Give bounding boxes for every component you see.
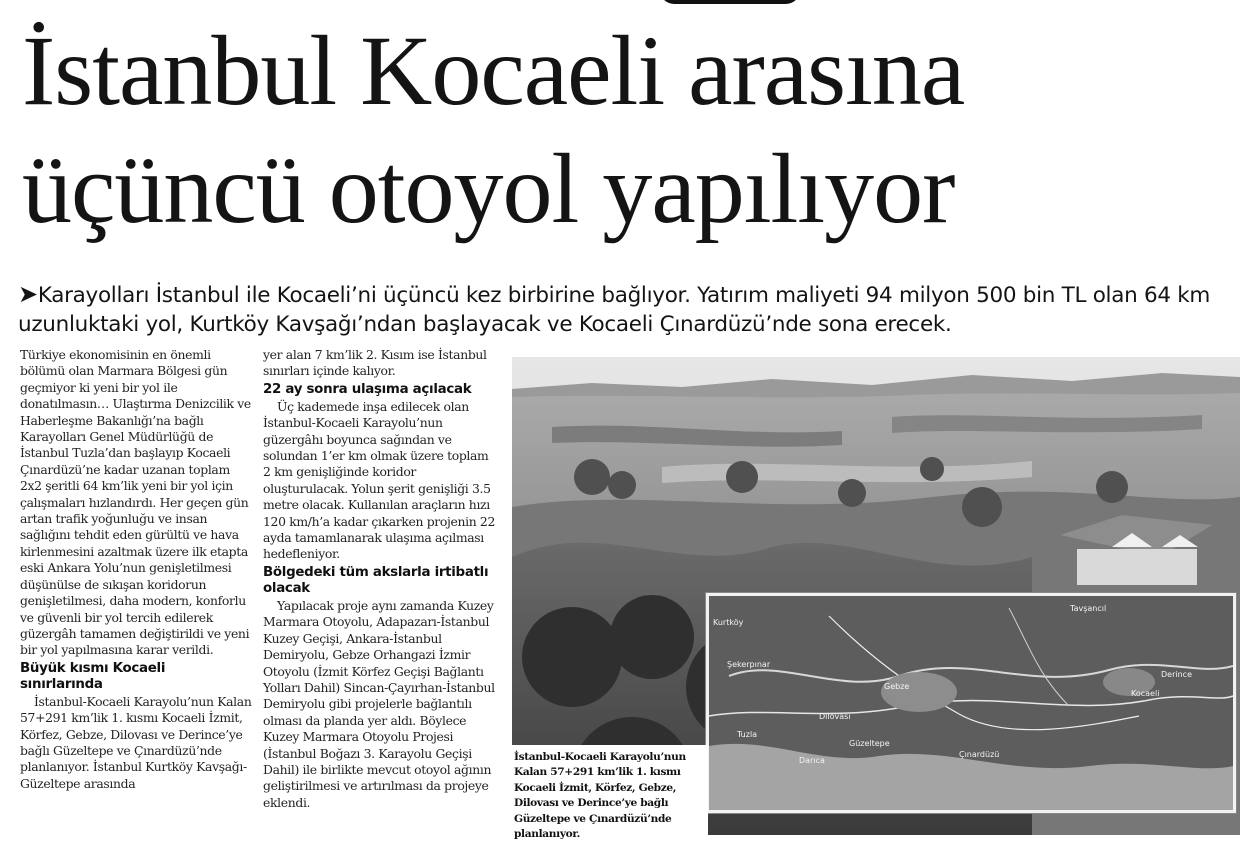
map-label: Tuzla: [737, 730, 758, 739]
subheading: Büyük kısmı Kocaeli sınırlarında: [20, 660, 166, 692]
article-paragraph: Yapılacak proje aynı zamanda Kuzey Marmara Otoyolu, Adapazarı-İstanbul Kuzey Geçişi, Ankara-İstanbul Demiryolu, Gebze Orhangazi İzmir Otoyolu (İzmit Körfez Geçişi Bağlantı Yolları Dahil) Sincan-Çayırhan-İstanbul Demiryolu gibi projelerle bağlantılı olması da planda yer aldı. Böylece Kuzey Marmara Otoyolu Projesi (İstanbul Boğazı 3. Karayolu Geçişi Dahil) ile birlikte mevcut otoyol ağının geliştirilmesi ve artırılması da projeye eklendi.: [263, 597, 495, 810]
lead-text: Karayolları İstanbul ile Kocaeli’ni üçüncü kez birbirine bağlıyor. Yatırım maliyeti 94 milyon 500 bin TL olan 64 km uzunluktaki yol, Kurtköy Kavşağı’ndan başlayacak ve Kocaeli Çınardüzü’nde sona erecek.: [18, 283, 1211, 337]
map-label: Şekerpınar: [727, 660, 771, 669]
lead-paragraph: [18, 280, 1248, 339]
map-label: Güzeltepe: [849, 739, 890, 748]
headline-line-2: üçüncü otoyol yapılıyor: [22, 133, 955, 244]
map-label: Çınardüzü: [959, 750, 1000, 759]
headline: [22, 12, 1247, 248]
map-label: Derince: [1161, 670, 1192, 679]
map-label: Tavşancıl: [1070, 604, 1107, 613]
top-edge-ornament: [660, 0, 800, 4]
map-label: Kurtköy: [713, 618, 744, 627]
route-map: [706, 593, 1236, 813]
subheading: 22 ay sonra ulaşıma açılacak: [263, 381, 472, 397]
map-label: Darıca: [799, 756, 825, 765]
map-illustration: [709, 596, 1233, 810]
map-label: Kocaeli: [1131, 689, 1160, 698]
article-paragraph: Türkiye ekonomisinin en önemli bölümü olan Marmara Bölgesi gün geçmiyor ki yeni bir yol ile donatılmasın… Ulaştırma Denizcilik ve Haberleşme Bakanlığı’na bağlı Karayolları Genel Müdürlüğü de İstanbul Tuzla’dan başlayıp Kocaeli Çınardüzü’ne kadar uzanan toplam 2x2 şeritli 64 km’lik yeni bir yol için çalışmaları hızlandırdı. Her geçen gün artan trafik yoğunluğu ve insan sağlığını tehdit eden gürültü ve hava kirlenmesini azaltmak üzere ilk etapta eski Ankara Yolu’nun genişletilmesi düşünülse de sıkışan koridorun genişletilmesi, daha modern, konforlu ve güvenli bir yol tercih edilerek güzergâh tamamen değiştirildi ve yeni bir yol yapılmasına karar verildi.: [20, 347, 251, 658]
subheading: Bölgedeki tüm akslarla irtibatlı olacak: [263, 564, 489, 596]
article-paragraph: yer alan 7 km’lik 2. Kısım ise İstanbul sınırları içinde kalıyor.: [263, 347, 487, 379]
photo-caption: İstanbul-Kocaeli Karayolu’nun Kalan 57+291 km’lik 1. kısmı Kocaeli İzmit, Körfez, Gebze, Dilovası ve Derince’ye bağlı Güzeltepe ve Çınardüzü’nde planlanıyor.: [514, 751, 686, 841]
article-column-2: [263, 347, 499, 811]
map-label: Dilovası: [819, 712, 851, 721]
article-paragraph: İstanbul-Kocaeli Karayolu’nun Kalan 57+291 km’lik 1. kısmı Kocaeli İzmit, Körfez, Gebze, Dilovası ve Derince’ye bağlı Güzeltepe ve Çınardüzü’nde planlanıyor. İstanbul Kurtköy Kavşağı-Güzeltepe arasında: [20, 693, 252, 791]
article-paragraph: Üç kademede inşa edilecek olan İstanbul-Kocaeli Karayolu’nun güzergâhı boyunca sağından ve solundan 1’er km olmak üzere toplam 2 km genişliğinde koridor oluşturulacak. Yolun şerit genişliği 3.5 metre olacak. Kullanılan araçların hızı 120 km/h’a kadar çıkarken projenin 22 ayda tamamlanarak ulaşıma açılması hedefleniyor.: [263, 398, 495, 562]
headline-line-1: İstanbul Kocaeli arasına: [22, 15, 965, 126]
map-label: Gebze: [884, 682, 910, 691]
arrow-icon: ➤: [18, 280, 38, 308]
article-column-1: [20, 347, 252, 792]
